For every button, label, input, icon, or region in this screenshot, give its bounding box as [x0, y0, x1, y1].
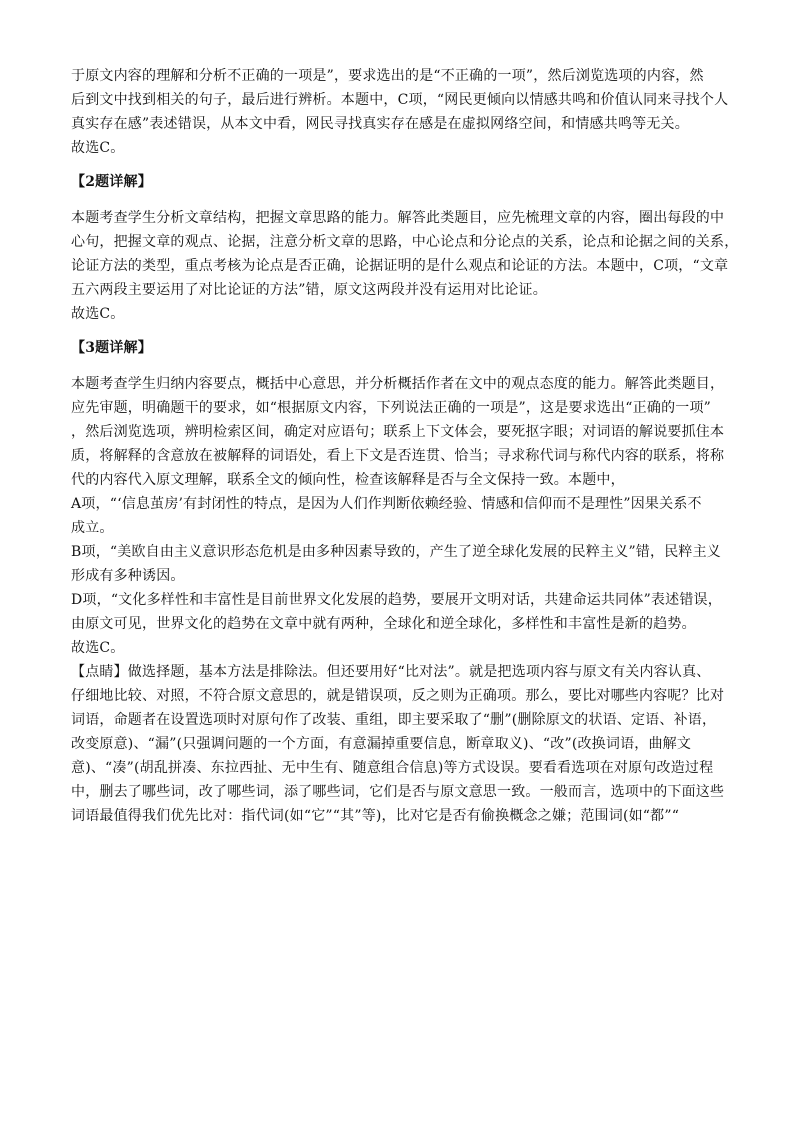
- text-line: 代的内容代入原文理解，联系全文的倾向性，检查该解释是否与全文保持一致。本题中，: [71, 472, 625, 488]
- text-line: 本题考查学生分析文章结构，把握文章思路的能力。解答此类题目，应先梳理文章的内容，圈出每段的中: [71, 210, 725, 226]
- section-2-paragraph: [71, 206, 739, 326]
- option-a-line: A项，“‘信息茧房’有封闭性的特点，是因为人们作判断依赖经验、情感和信仰而不是理性”因果关系不: [71, 496, 702, 512]
- section-3-paragraph: [71, 372, 729, 828]
- section-heading-q3: 【3题详解】: [71, 340, 152, 356]
- tip-line: 中，删去了哪些词，改了哪些词，添了哪些词，它们是否与原文意思一致。一般而言，选项中的下面这些: [71, 784, 725, 800]
- text-line: 五六两段主要运用了对比论证的方法”错，原文这两段并没有运用对比论证。: [71, 282, 547, 298]
- answer-line: 故选C。: [71, 640, 125, 656]
- section-1-paragraph: [71, 64, 729, 160]
- option-d-line: 由原文可见，世界文化的趋势在文章中就有两种，全球化和逆全球化，多样性和丰富性是新的趋势。: [71, 616, 696, 632]
- tip-line: 仔细地比较、对照，不符合原文意思的，就是错误项，反之则为正确项。那么，要比对哪些内容呢？比对: [71, 688, 725, 704]
- text-line: 心句，把握文章的观点、论据，注意分析文章的思路，中心论点和分论点的关系，论点和论据之间的关系，: [71, 234, 739, 250]
- answer-line: 故选C。: [71, 306, 125, 322]
- option-a-line: 成立。: [71, 520, 114, 536]
- text-line: ，然后浏览选项，辨明检索区间，确定对应语句；联系上下文体会，要死抠字眼；对词语的解说要抓住本: [71, 424, 725, 440]
- text-line: 本题考查学生归纳内容要点，概括中心意思，并分析概括作者在文中的观点态度的能力。解答此类题目，: [71, 376, 725, 392]
- text-line: 质，将解释的含意放在被解释的词语处，看上下文是否连贯、恰当；寻求称代词与称代内容的联系，将称: [71, 448, 725, 464]
- tip-line: 词语，命题者在设置选项时对原句作了改装、重组，即主要采取了“删”(删除原文的状语、定语、补语，: [71, 712, 717, 728]
- option-b-line: B项，“美欧自由主义意识形态危机是由多种因素导致的，产生了逆全球化发展的民粹主义”错，民粹主义: [71, 544, 721, 560]
- tip-line: 意)、“凑”(胡乱拼凑、东拉西扯、无中生有、随意组合信息)等方式设误。要看看选项在对原句改造过程: [71, 760, 714, 776]
- option-b-line: 形成有多种诱因。: [71, 568, 185, 584]
- text-line: 于原文内容的理解和分析不正确的一项是”，要求选出的是“不正确的一项”，然后浏览选项的内容，然: [71, 68, 704, 84]
- section-heading-q2: 【2题详解】: [71, 174, 152, 190]
- document-page: [71, 64, 739, 828]
- answer-line: 故选C。: [71, 140, 125, 156]
- text-line: 论证方法的类型，重点考核为论点是否正确，论据证明的是什么观点和论证的方法。本题中，C项，“文章: [71, 258, 729, 274]
- text-line: 后到文中找到相关的句子，最后进行辨析。本题中，C项，“网民更倾向以情感共鸣和价值认同来寻找个人: [71, 92, 729, 108]
- text-line: 真实存在感”表述错误，从本文中看，网民寻找真实存在感是在虚拟网络空间，和情感共鸣等无关。: [71, 116, 689, 132]
- option-d-line: D项，“文化多样性和丰富性是目前世界文化发展的趋势，要展开文明对话，共建命运共同体”表述错误，: [71, 592, 722, 608]
- tip-line: 改变原意)、“漏”(只强调问题的一个方面，有意漏掉重要信息，断章取义)、“改”(改换词语，曲解文: [71, 736, 692, 752]
- text-line: 应先审题，明确题干的要求，如“根据原文内容，下列说法正确的一项是”，这是要求选出“正确的一项”: [71, 400, 712, 416]
- tip-line: 【点睛】做选择题，基本方法是排除法。但还要用好“比对法”。就是把选项内容与原文有关内容认真、: [71, 664, 711, 680]
- tip-line: 词语最值得我们优先比对：指代词(如“它”“其”等)，比对它是否有偷换概念之嫌；范围词(如“都”“: [71, 808, 680, 824]
